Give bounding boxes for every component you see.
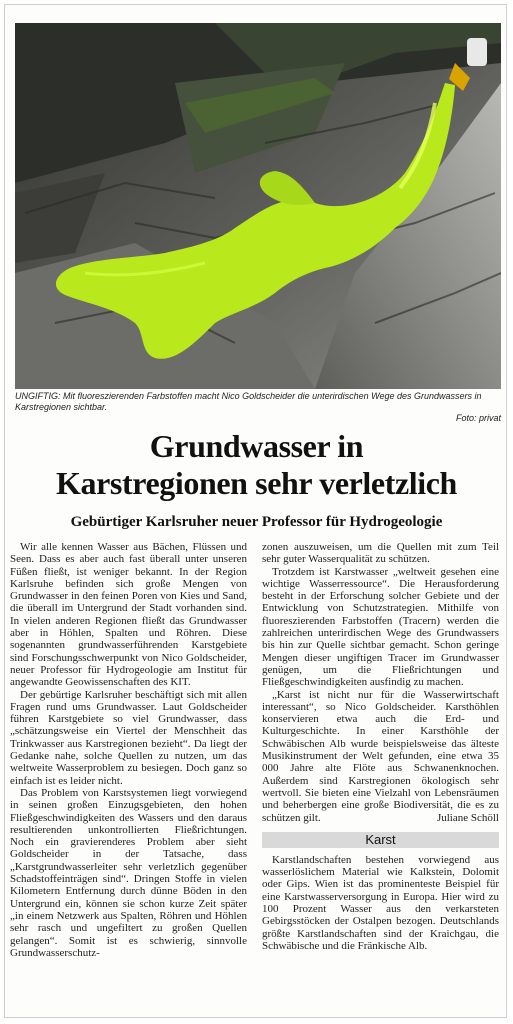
article-paragraph: Trotzdem ist Karstwasser „weltweit gesehen eine wichtige Wasserressource“. Die Herausforderung besteht in der Erforschung solcher Gebiete und der Entwicklung von Schutzstrategien. Mithilfe von fluoreszierenden Farbstoffen (Tracern) werden die zahlreichen unterirdischen Wege des Grundwassers bis hin zur Quelle sichtbar gemacht. Schon geringe Mengen dieser ungiftigen Tracer im Grundwasser genügen, um die Fließrichtungen und Fließgeschwindigkeiten ausfindig zu machen. bbox=[262, 565, 499, 689]
photo-caption bbox=[15, 391, 501, 424]
author-signature: Juliane Schöll bbox=[436, 811, 499, 824]
article-column-right bbox=[262, 541, 499, 952]
article-photo bbox=[15, 23, 501, 389]
photo-credit: Foto: privat bbox=[455, 413, 501, 423]
tracer-dye-rock-image bbox=[15, 23, 501, 389]
article-headline bbox=[10, 428, 503, 502]
article-column-left bbox=[10, 541, 247, 959]
article-subheadline: Gebürtiger Karlsruher neuer Professor für Hydrogeologie bbox=[70, 514, 443, 530]
article-paragraph: „Karst ist nicht nur für die Wasserwirtschaft interessant“, so Nico Goldscheider. Karsthöhlen konservieren etwa auch die Erd- und Kulturgeschichte. In einer Karsthöhle der Schwäbischen Alb wurde beispielsweise das älteste Musikinstrument der Welt gefunden, eine etwa 35 000 Jahre alte Flöte aus Schwanenknochen. Außerdem sind Karstregionen ökologisch sehr wertvoll. Sie bieten eine Vielzahl von Lebensräumen und beherbergen eine große Biodiversität, die es zu schützen gilt. bbox=[262, 688, 499, 824]
headline-line-1: Grundwasser in bbox=[149, 428, 364, 464]
sidebar-title: Karst bbox=[262, 832, 499, 848]
article-paragraph-continued: zonen auszuweisen, um die Quellen mit zum Teil sehr guter Wasserqualität zu schützen. bbox=[262, 541, 499, 566]
caption-text: Mit fluoreszierenden Farbstoffen macht Nico Goldscheider die unterirdischen Wege des Grundwassers in Karstregionen sichtbar. bbox=[15, 391, 482, 412]
article-paragraph: Das Problem von Karstsystemen liegt vorwiegend in seinen großen Einzugsgebieten, den hohen Fließgeschwindigkeiten des Wassers und den daraus resultierenden unkontrollierten Fließrichtungen. Noch ein gravierenderes Problem aber sieht Goldscheider in der Tatsache, dass „Karstgrundwasserleiter sehr verletzlich gegenüber Schadstoffeinträgen sind“. Dringen Stoffe in vielen Kilometern Entfernung durch dünne Böden in den Untergrund ein, können sie schon kurze Zeit später „in einem Netzwerk aus Spalten, Röhren und Höhlen sehr rasch und ungefiltert zu großen Quellen gelangen“. Somit ist es schwierig, sinnvolle Grundwasserschutz- bbox=[10, 786, 247, 959]
caption-label: UNGIFTIG: bbox=[15, 391, 61, 401]
sidebar-text: Karstlandschaften bestehen vorwiegend aus wasserlöslichem Material wie Kalkstein, Dolomit oder Gips. Wien ist das prominenteste Beispiel für eine Karstwasserversorgung in Europa. Hier wird zu 100 Prozent Wasser aus den verkarsteten Gebirgsstöcken der Ostalpen bezogen. Deutschlands größte Karstlandschaften sind der Kraichgau, die Schwäbische und die Fränkische Alb. bbox=[262, 853, 499, 952]
article-paragraph: Wir alle kennen Wasser aus Bächen, Flüssen und Seen. Dass es aber auch fast überall unter unseren Füßen fließt, ist weniger bekannt. In der Region Karlsruhe befinden sich große Mengen von Grundwasser in den feinen Poren von Kies und Sand, die überall im Untergrund der Stadt vorhanden sind. In vielen anderen Regionen fließt das Grundwasser aber in Höhlen, Spalten und Röhren. Diese sogenannten grundwasserführenden Karstgebiete sind Forschungsschwerpunkt von Nico Goldscheider, neuer Professor für Hydrogeologie am Institut für angewandte Geowissenschaften des KIT. bbox=[10, 541, 247, 689]
article-paragraph: Der gebürtige Karlsruher beschäftigt sich mit allen Fragen rund ums Grundwasser. Laut Goldscheider führen Karstgebiete so viel Grundwasser, dass „schätzungsweise ein Viertel der Menschheit das Trinkwasser aus Karstregionen bezieht“. Da liegt der Gedanke nahe, solche Quellen zu nutzen, um das weltweite Wasserproblem zu besiegen. Doch ganz so einfach ist es leider nicht. bbox=[10, 688, 247, 787]
headline-line-2: Karstregionen sehr verletzlich bbox=[56, 465, 457, 501]
